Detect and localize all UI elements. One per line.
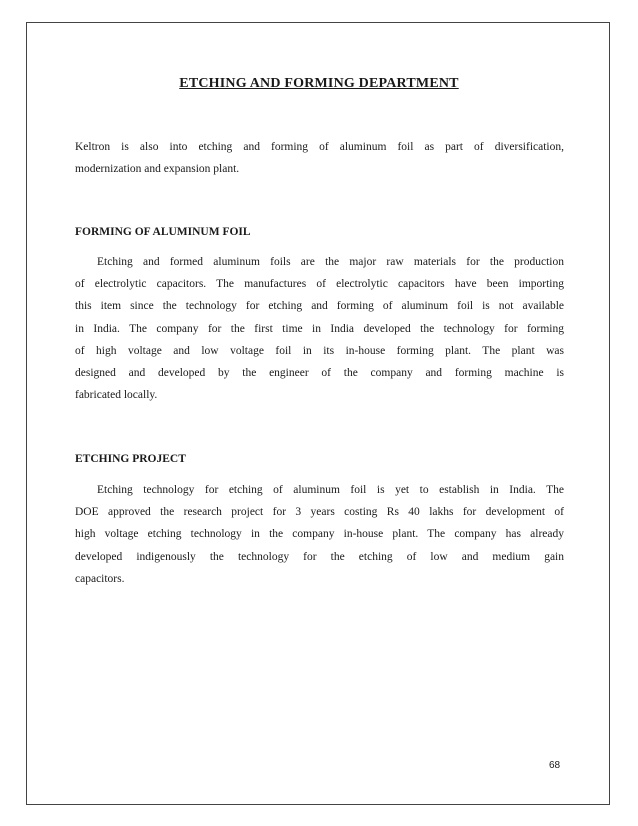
text-line: Etching technology for etching of aluminum foil is yet to establish in India. The: [97, 484, 564, 496]
text-line: of electrolytic capacitors. The manufactures of electrolytic capacitors have been importing: [75, 278, 564, 291]
text-line: modernization and expansion plant.: [75, 163, 240, 176]
text-line: in India. The company for the first time in India developed the technology for forming: [75, 322, 564, 335]
page-title: ETCHING AND FORMING DEPARTMENT: [179, 76, 459, 91]
text-line: designed and developed by the engineer of the company and forming machine is: [75, 366, 564, 379]
text-line: Keltron is also into etching and forming of aluminum foil as part of diversification,: [75, 141, 564, 153]
intro-paragraph: [75, 136, 564, 180]
text-line: this item since the technology for etching and forming of aluminum foil is not available: [75, 300, 564, 313]
text-line: of high voltage and low voltage foil in its in-house forming plant. The plant was: [75, 344, 564, 357]
text-line: high voltage etching technology in the company in-house plant. The company has already: [75, 528, 564, 541]
text-line: developed indigenously the technology for the etching of low and medium gain: [75, 550, 564, 563]
text-line: capacitors.: [75, 572, 125, 585]
section-heading-forming: FORMING OF ALUMINUM FOIL: [75, 226, 251, 238]
section-heading-etching: ETCHING PROJECT: [75, 453, 186, 465]
page-number: 68: [549, 760, 561, 771]
text-line: fabricated locally.: [75, 389, 158, 402]
section-paragraph-forming: [75, 251, 564, 406]
text-line: Etching and formed aluminum foils are the major raw materials for the production: [97, 256, 564, 268]
text-line: DOE approved the research project for 3 years costing Rs 40 lakhs for development of: [75, 506, 564, 519]
section-paragraph-etching: [75, 479, 564, 590]
